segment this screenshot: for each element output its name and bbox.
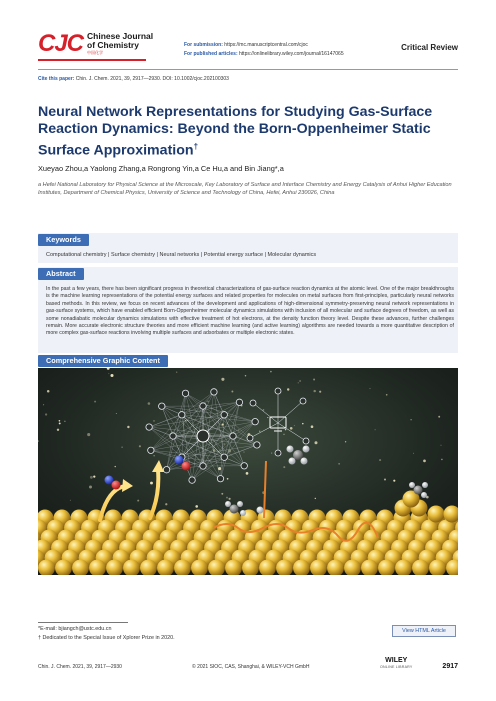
abstract-text: In the past a few years, there has been significant progress in theoretical characterizations of gas-surface reaction dynamics at the atomic level. One of the major breakthroughs is the machine learning representations of the potential energy surfaces and related properties for molecules on metal surfaces from first-principles, particularly neural networks based methods. In this review, we focus on recent advances of the development and applications of high-dimensional symmetry-preserving neural network representations in gas-surface systems, which have enabled efficient Born-Oppenheimer molecular dynamics simulations with inclusion of all molecular and surface degrees of freedom, as well as some nonadiabatic molecular dynamics simulations with effective treatment of hot electrons, at the density function theory level. Despite these advances, further challenges remain. More accurate electronic structure theories and more efficient machine learning (and active learning) algorithms are needed towards a more quantitative description of more complex gas-surface reactions involving multiple surfaces and adsorbates or multiple electronic states. (46, 286, 454, 337)
sparkle (302, 423, 304, 425)
network-node (211, 389, 217, 395)
sparkle (89, 486, 92, 489)
nitrogen-atom (175, 456, 184, 465)
sparkle (369, 388, 370, 389)
network-node (200, 463, 206, 469)
carbon-atom (414, 486, 423, 495)
footer-copyright: © 2021 SIOC, CAS, Shanghai, & WILEY-VCH GmbH (192, 664, 310, 670)
sparkle (287, 388, 289, 390)
sparkle (110, 374, 113, 377)
sparkle (270, 371, 272, 373)
sparkle (218, 467, 221, 470)
published-label: For published articles: (184, 51, 238, 57)
sparkle (222, 424, 224, 426)
hydrogen-atom (421, 492, 427, 498)
footnotes (38, 625, 175, 642)
network-node (221, 412, 227, 418)
sparkle (384, 478, 386, 480)
sparkle (221, 493, 223, 495)
sparkle (299, 380, 301, 382)
sparkle (57, 429, 59, 431)
sparkle (375, 429, 376, 430)
header-links (184, 41, 344, 59)
hydrogen-atom (240, 510, 246, 516)
submission-label: For submission: (184, 42, 223, 48)
sparkle (229, 498, 231, 500)
journal-header (38, 32, 458, 64)
corresponding-email[interactable]: *E-mail: bjiangch@ustc.edu.cn (38, 626, 112, 632)
wiley-logo-name: WILEY (385, 657, 408, 664)
sparkle (319, 391, 321, 393)
network-node (247, 435, 253, 441)
network-node (179, 412, 185, 418)
network-node (275, 450, 281, 456)
network-node (217, 475, 223, 481)
submission-link[interactable]: https://mc.manuscriptcentral.com/cjoc (224, 42, 308, 48)
oxygen-atom (182, 462, 191, 471)
title-dagger: † (193, 142, 199, 151)
logo-underline (38, 59, 146, 61)
sparkle (423, 460, 426, 463)
sparkle (153, 420, 155, 422)
sparkle (271, 453, 272, 454)
hydrogen-atom (237, 501, 243, 507)
sparkle (195, 505, 198, 508)
keywords-panel (38, 233, 458, 263)
sparkle (108, 373, 109, 374)
citation-line (38, 76, 229, 82)
hydrogen-atom (257, 507, 264, 514)
footnote-divider (38, 622, 128, 623)
network-node (148, 447, 154, 453)
sparkle (87, 433, 90, 436)
sparkle (290, 427, 293, 430)
graphic-heading: Comprehensive Graphic Content (38, 355, 168, 367)
network-node (230, 433, 236, 439)
sparkle (154, 455, 155, 456)
sparkle (283, 434, 284, 435)
sparkle (263, 409, 265, 411)
journal-subtitle: 中国化学 (87, 50, 104, 55)
sparkle (43, 404, 44, 405)
sparkle (246, 472, 249, 475)
sparkle (259, 431, 260, 432)
article-type: Critical Review (401, 43, 458, 52)
sparkle (139, 445, 141, 447)
sparkle (64, 421, 65, 422)
hydrogen-atom (287, 446, 294, 453)
keywords-list: Computational chemistry | Surface chemistry | Neural networks | Potential energy surface | Molecular dynamics (46, 252, 317, 258)
sparkle (116, 413, 117, 414)
published-link[interactable]: https://onlinelibrary.wiley.com/journal/16147065 (239, 51, 344, 57)
sparkle (311, 425, 314, 428)
network-node (303, 438, 309, 444)
sparkle (410, 419, 411, 420)
sparkle (70, 500, 71, 501)
logo-mark: CJC (38, 30, 84, 57)
hydrogen-atom (409, 482, 415, 488)
journal-name-line2: of Chemistry (87, 40, 139, 50)
network-node (182, 390, 188, 396)
page-number: 2917 (442, 663, 458, 670)
sparkle (441, 459, 443, 461)
sparkle (47, 390, 50, 393)
oxygen-atom (112, 481, 121, 490)
network-node (254, 442, 260, 448)
hydrogen-atom (289, 458, 296, 465)
graphical-abstract-svg (38, 368, 458, 575)
network-node (170, 433, 176, 439)
sparkle (93, 475, 95, 477)
sparkle (165, 503, 167, 505)
carbon-atom (293, 450, 303, 460)
sparkle (94, 401, 96, 403)
journal-logo[interactable] (38, 32, 153, 56)
abstract-heading: Abstract (38, 268, 84, 280)
affiliation: a Hefei National Laboratory for Physical Science at the Microscale, Key Laboratory of Surface and Interface Chemistry and Energy Catalysis of Anhui Higher Education Institutes, Department of Chemical Physics, University of Science and Technology of China, Hefei, Anhui 230026, China (38, 182, 452, 196)
sparkle (267, 417, 268, 418)
sparkle (115, 466, 116, 467)
sparkle (224, 444, 225, 445)
header-divider (38, 69, 458, 70)
network-node (159, 403, 165, 409)
sparkle (315, 441, 318, 444)
network-node (236, 399, 242, 405)
hydrogen-atom (422, 482, 428, 488)
sparkle (59, 420, 61, 422)
sparkle (243, 452, 244, 453)
sparkle (345, 441, 346, 442)
sparkle (150, 482, 153, 485)
sparkle (221, 378, 224, 381)
network-node (221, 454, 227, 460)
sparkle (313, 390, 315, 392)
sparkle (121, 446, 123, 448)
wiley-logo[interactable] (380, 658, 413, 670)
hydrogen-atom (301, 458, 308, 465)
sparkle (45, 413, 47, 415)
network-node (241, 463, 247, 469)
hydrogen-atom (225, 501, 231, 507)
citation-label: Cite this paper: (38, 76, 75, 82)
sparkle (127, 426, 129, 428)
wiley-logo-sub: ONLINE LIBRARY (380, 665, 413, 669)
sparkle (137, 500, 139, 502)
sparkle (413, 453, 414, 454)
sparkle (298, 382, 299, 383)
sparkle (245, 375, 246, 376)
network-node (146, 424, 152, 430)
sparkle (441, 445, 442, 446)
sparkle (148, 402, 151, 405)
sparkle (294, 425, 295, 426)
sparkle (285, 429, 286, 430)
graphical-abstract-image (38, 368, 458, 575)
citation-text: Chin. J. Chem. 2021, 39, 2917—2930. DOI: 10.1002/cjoc.202100303 (75, 76, 229, 82)
footer-journal: Chin. J. Chem. 2021, 39, 2917—2930 (38, 664, 122, 670)
sparkle (386, 394, 388, 396)
dedication-note: † Dedicated to the Special Issue of Xplorer Prize in 2020. (38, 634, 175, 641)
hydrogen-atom (303, 446, 310, 453)
sparkle (313, 379, 315, 381)
network-node (300, 398, 306, 404)
view-html-button[interactable]: View HTML Article (392, 625, 456, 637)
paper-title (38, 104, 458, 160)
network-node (200, 403, 206, 409)
sparkle (59, 422, 61, 424)
sparkle (283, 466, 285, 468)
sparkle (226, 497, 228, 499)
journal-name-line1: Chinese Journal (87, 31, 154, 41)
sparkle (176, 372, 177, 373)
paper-title-text: Neural Network Representations for Studying Gas-Surface Reaction Dynamics: Beyond the Born-Oppenheimer Static Surface Approximation (38, 104, 433, 159)
network-hub (197, 430, 209, 442)
sparkle (438, 416, 440, 418)
network-node (163, 467, 169, 473)
carbon-atom (230, 505, 239, 514)
network-node (275, 388, 281, 394)
keywords-heading: Keywords (38, 234, 89, 246)
network-node (252, 418, 258, 424)
sparkle (90, 476, 93, 479)
sparkle (338, 463, 339, 464)
sparkle (393, 480, 395, 482)
sparkle (227, 478, 229, 480)
network-node (189, 477, 195, 483)
network-node (250, 400, 256, 406)
author-list: Xueyao Zhou,a Yaolong Zhang,a Rongrong Yin,a Ce Hu,a and Bin Jiang*,a (38, 164, 284, 173)
sparkle (379, 459, 381, 461)
sparkle (315, 498, 316, 499)
gold-adatom (428, 506, 445, 523)
sparkle (231, 391, 233, 393)
